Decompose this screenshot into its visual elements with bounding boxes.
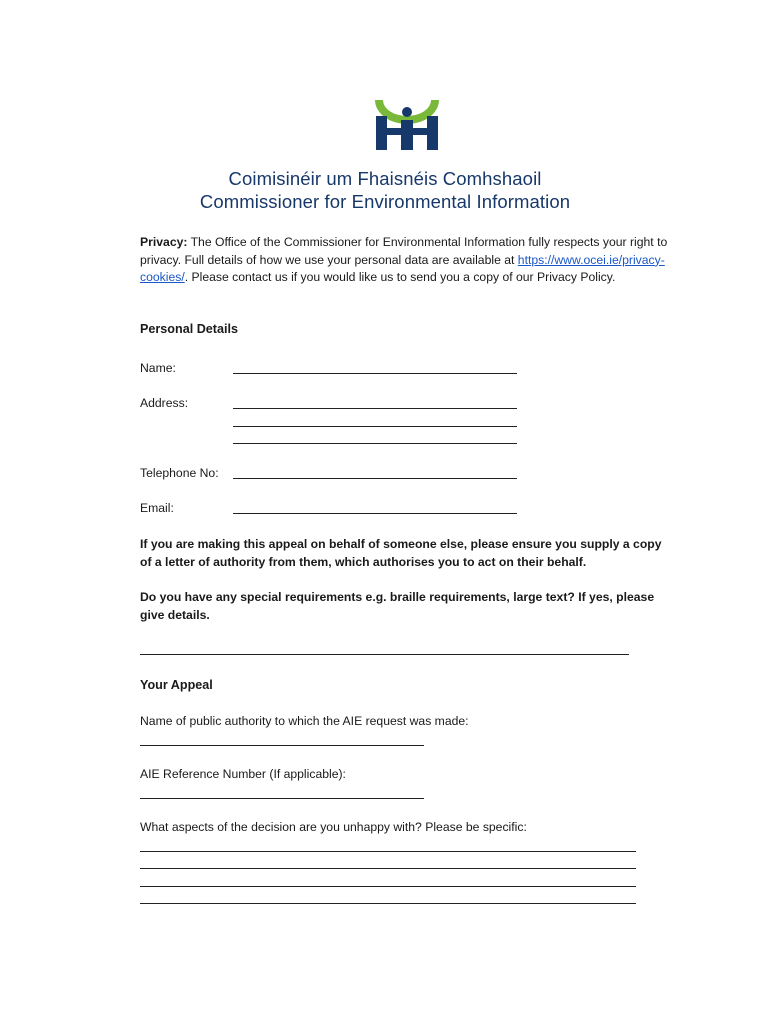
telephone-label: Telephone No: [140,466,219,480]
org-name-english: Commissioner for Environmental Information [199,191,571,212]
decision-aspects-line-3[interactable] [140,886,636,887]
decision-aspects-line-2[interactable] [140,868,636,869]
your-appeal-heading: Your Appeal [140,678,213,692]
special-requirements-field[interactable] [140,654,629,655]
reference-number-label: AIE Reference Number (If applicable): [140,767,346,781]
public-authority-field[interactable] [140,745,424,746]
special-requirements-question: Do you have any special requirements e.g. braille requirements, large text? If yes, please give details. [140,590,655,622]
name-label: Name: [140,361,176,375]
address-field-line-3[interactable] [233,443,517,444]
oceci-logo-icon [373,98,441,152]
decision-aspects-label: What aspects of the decision are you unhappy with? Please be specific: [140,820,527,834]
privacy-text: The Office of the Commissioner for Environmental Information fully respects your right to privacy. Full details of how we use your personal data are available at [140,235,668,267]
privacy-text-end: . Please contact us if you would like us to send you a copy of our Privacy Policy. [184,270,616,285]
name-field[interactable] [233,373,517,374]
address-field-line-1[interactable] [233,408,517,409]
public-authority-label: Name of public authority to which the AIE request was made: [140,714,469,728]
decision-aspects-line-4[interactable] [140,903,636,904]
privacy-paragraph [140,234,680,287]
privacy-label: Privacy: [140,235,188,249]
reference-number-field[interactable] [140,798,424,799]
privacy-link[interactable]: https://www.ocei.ie/privacy-cookies/ [140,252,665,285]
email-field[interactable] [233,513,517,514]
decision-aspects-line-1[interactable] [140,851,636,852]
org-name-irish: Coimisinéir um Fhaisnéis Comhshaoil [228,168,542,189]
personal-details-heading: Personal Details [140,322,238,336]
telephone-field[interactable] [233,478,517,479]
address-label: Address: [140,396,189,410]
address-field-line-2[interactable] [233,426,517,427]
email-label: Email: [140,501,174,515]
authority-note: If you are making this appeal on behalf of someone else, please ensure you supply a copy of a letter of authority from them, which authorises you to act on their behalf. [140,537,662,569]
